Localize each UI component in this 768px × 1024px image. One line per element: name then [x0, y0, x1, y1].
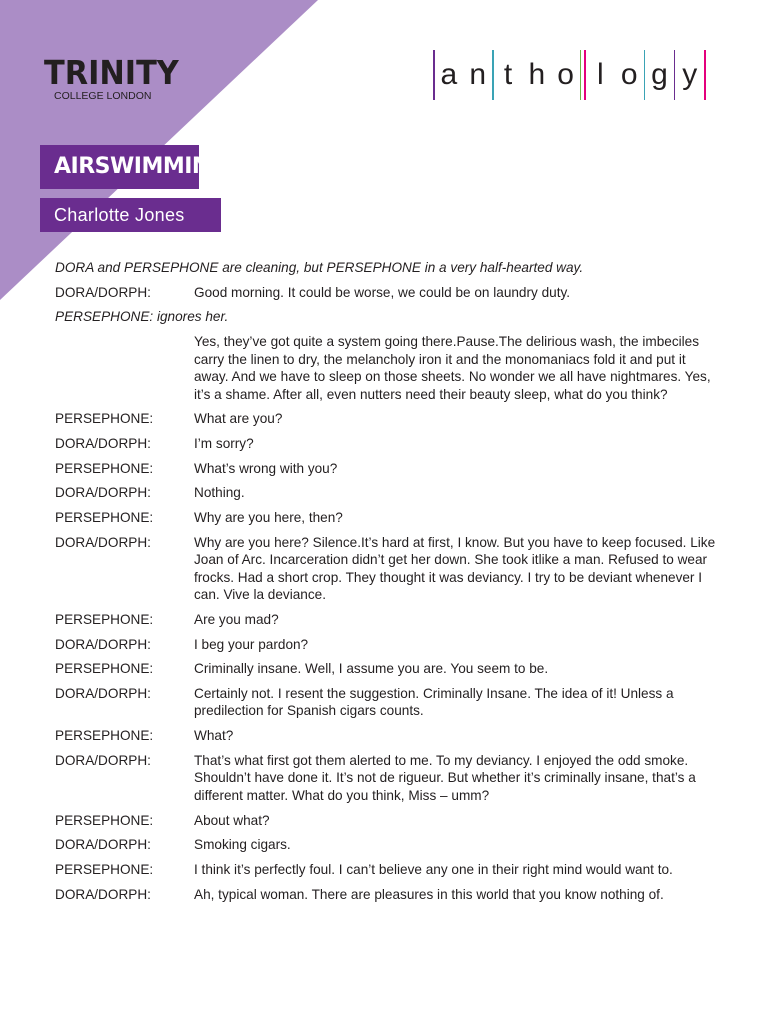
- anthology-letter: a: [440, 58, 458, 91]
- speaker: PERSEPHONE:: [55, 861, 154, 877]
- dialogue-text: About what?: [194, 812, 270, 828]
- dialogue-text: Yes, they’ve got quite a system going there.Pause.The delirious wash, the imbeciles carry the linen to dry, the melancholy iron it and the monomaniacs fold it and put it away. And we have to sleep on those sheets. No wonder we all have nightmares. Yes, it’s a shame. After all, even nutters need their beauty sleep, what do you think?: [194, 334, 711, 402]
- speaker: [55, 333, 194, 403]
- dialogue-line: [55, 660, 720, 678]
- dialogue-text: Criminally insane. Well, I assume you are. You seem to be.: [194, 661, 549, 677]
- anthology-letter: o: [557, 58, 574, 91]
- dialogue-line: [55, 636, 720, 654]
- dialogue-text: I beg your pardon?: [194, 636, 309, 652]
- speaker: DORA/DORPH:: [55, 534, 151, 550]
- speaker: DORA/DORPH:: [55, 837, 151, 853]
- dialogue-text: Good morning. It could be worse, we could be on laundry duty.: [194, 284, 571, 300]
- dialogue-line: [55, 611, 720, 629]
- anthology-bar: [580, 50, 582, 100]
- dialogue-text: I think it’s perfectly foul. I can’t believe any one in their right mind would want to.: [194, 861, 673, 877]
- speaker: DORA/DORPH:: [55, 435, 151, 451]
- speaker: DORA/DORPH:: [55, 636, 151, 652]
- dialogue-text: That’s what first got them alerted to me. To my deviancy. I enjoyed the odd smoke. Shouldn’t have done it. It’s not de rigueur. But whether it’s criminally insane, that’s a different matter. What do you think, Miss – umm?: [194, 752, 696, 803]
- speaker: DORA/DORPH:: [55, 284, 151, 300]
- speaker: PERSEPHONE:: [55, 510, 154, 525]
- dialogue-line: [55, 410, 720, 428]
- speaker: PERSEPHONE:: [55, 411, 154, 427]
- speaker: DORA/DORPH:: [55, 485, 151, 501]
- dialogue-line: [55, 752, 720, 805]
- trinity-logo-subtitle: COLLEGE LONDON: [54, 90, 152, 102]
- dialogue-line: [55, 333, 720, 403]
- dialogue-line: [55, 534, 720, 604]
- play-author: Charlotte Jones: [40, 198, 221, 232]
- speaker: PERSEPHONE:: [55, 611, 154, 627]
- speaker: DORA/DORPH:: [55, 886, 151, 902]
- anthology-letter: h: [528, 58, 546, 91]
- dialogue-line: [55, 886, 720, 904]
- dialogue-line: [55, 484, 720, 502]
- dialogue-text: Are you mad?: [194, 611, 279, 627]
- dialogue-text: What’s wrong with you?: [194, 460, 338, 476]
- speaker: PERSEPHONE:: [55, 728, 154, 744]
- trinity-logo: [44, 53, 191, 102]
- stage-direction: DORA and PERSEPHONE are cleaning, but PERSEPHONE in a very half-hearted way.: [55, 260, 584, 275]
- play-title: AIRSWIMMING: [40, 145, 199, 189]
- speaker: PERSEPHONE:: [55, 812, 154, 828]
- dialogue-line: [55, 727, 720, 745]
- script-body: [55, 259, 720, 910]
- dialogue-line: [55, 460, 720, 478]
- anthology-bar: [704, 50, 706, 100]
- dialogue-line: [55, 284, 720, 302]
- dialogue-line: [55, 509, 720, 527]
- speaker: PERSEPHONE:: [55, 460, 154, 476]
- dialogue-line: [55, 685, 720, 720]
- anthology-letter: l: [597, 58, 604, 91]
- speaker: DORA/DORPH:: [55, 752, 151, 768]
- stage-direction: PERSEPHONE: ignores her.: [55, 309, 229, 325]
- dialogue-text: Why are you here, then?: [194, 510, 343, 525]
- dialogue-line: [55, 836, 720, 854]
- dialogue-text: I’m sorry?: [194, 435, 254, 451]
- anthology-letter: y: [682, 58, 698, 91]
- dialogue-text: Nothing.: [194, 485, 245, 501]
- speaker: PERSEPHONE:: [55, 661, 154, 677]
- dialogue-text: Smoking cigars.: [194, 837, 291, 853]
- dialogue-text: What?: [194, 728, 234, 744]
- anthology-logo: [433, 50, 706, 100]
- trinity-logo-title: TRINITY: [44, 53, 179, 92]
- anthology-letter: o: [620, 58, 638, 91]
- anthology-letter: t: [503, 58, 513, 91]
- dialogue-line: [55, 812, 720, 830]
- speaker: DORA/DORPH:: [55, 685, 151, 701]
- dialogue-text: Ah, typical woman. There are pleasures in this world that you know nothing of.: [194, 886, 664, 902]
- dialogue-text: What are you?: [194, 411, 283, 427]
- dialogue-line: [55, 435, 720, 453]
- dialogue-text: Certainly not. I resent the suggestion. Criminally Insane. The idea of it! Unless a predilection for Spanish cigars counts.: [194, 685, 674, 719]
- anthology-letter: n: [469, 58, 487, 91]
- dialogue-text: Why are you here? Silence.It’s hard at first, I know. But you have to keep focused. Like Joan of Arc. Incarceration didn’t get her down. She took itlike a man. Refused to wear frocks. Had a short crop. They thought it was deviancy. I try to be deviant whenever I can. Vive la deviance.: [194, 534, 716, 603]
- dialogue-line: [55, 861, 720, 879]
- anthology-letter: g: [651, 58, 668, 91]
